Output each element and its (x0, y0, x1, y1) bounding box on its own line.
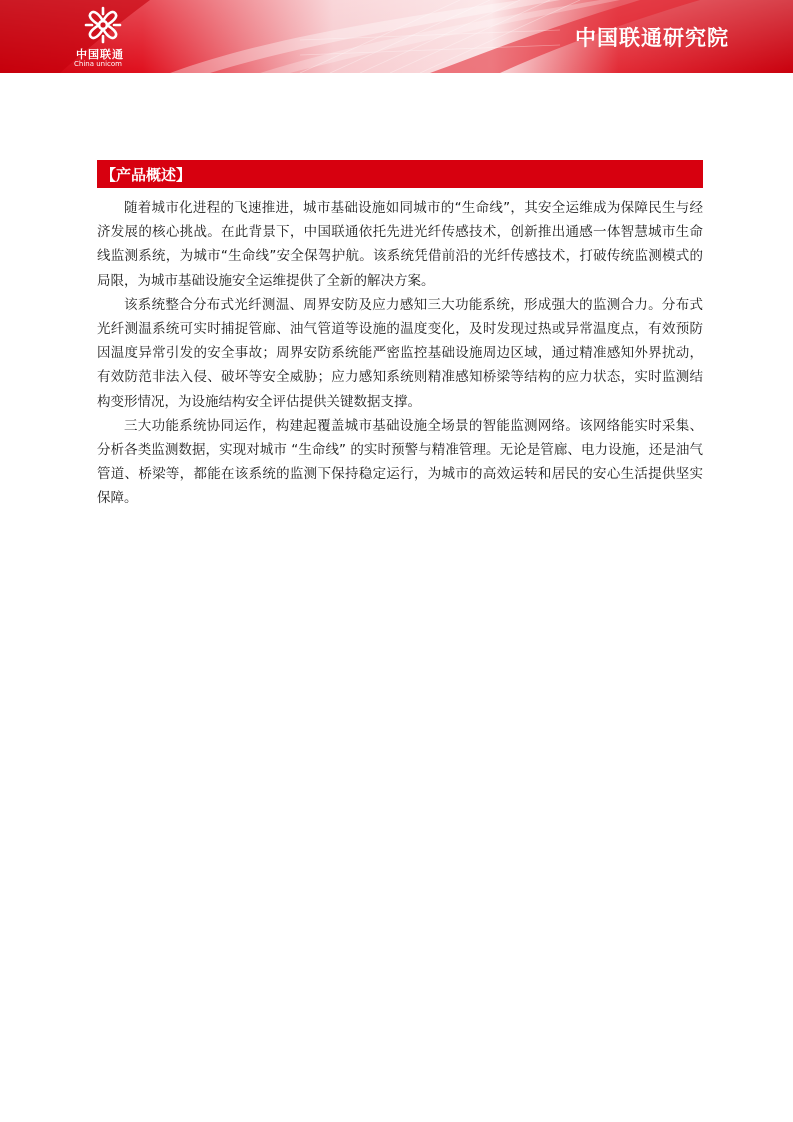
product-overview-body (97, 196, 703, 511)
institute-name: 中国联通研究院 (575, 26, 729, 50)
paragraph: 随着城市化进程的飞速推进，城市基础设施如同城市的“生命线”，其安全运维成为保障民生与经济发展的核心挑战。在此背景下，中国联通依托先进光纤传感技术，创新推出通感一体智慧城市生命线监测系统，为城市“生命线”安全保驾护航。该系统凭借前沿的光纤传感技术，打破传统监测模式的局限，为城市基础设施安全运维提供了全新的解决方案。 (97, 200, 703, 289)
paragraph: 该系统整合分布式光纤测温、周界安防及应力感知三大功能系统，形成强大的监测合力。分布式光纤测温系统可实时捕捉管廊、油气管道等设施的温度变化，及时发现过热或异常温度点，有效预防因温度异常引发的安全事故；周界安防系统能严密监控基础设施周边区域，通过精准感知外界扰动，有效防范非法入侵、破坏等安全威胁；应力感知系统则精准感知桥梁等结构的应力状态，实时监测结构变形情况，为设施结构安全评估提供关键数据支撑。 (97, 296, 703, 410)
paragraph: 三大功能系统协同运作，构建起覆盖城市基础设施全场景的智能监测网络。该网络能实时采集、分析各类监测数据，实现对城市 “生命线” 的实时预警与精准管理。无论是管廊、电力设施，还是油气管道、桥梁等，都能在该系统的监测下保持稳定运行，为城市的高效运转和居民的安心生活提供坚实保障。 (97, 417, 703, 507)
section-heading-bar (97, 160, 703, 188)
logo-chinese-name: 中国联通 (76, 48, 124, 61)
china-unicom-knot-icon (82, 6, 124, 44)
china-unicom-logo (72, 6, 136, 70)
section-title: 【产品概述】 (101, 166, 192, 184)
page-header (0, 0, 793, 73)
logo-english-name: China unicom (74, 60, 122, 68)
